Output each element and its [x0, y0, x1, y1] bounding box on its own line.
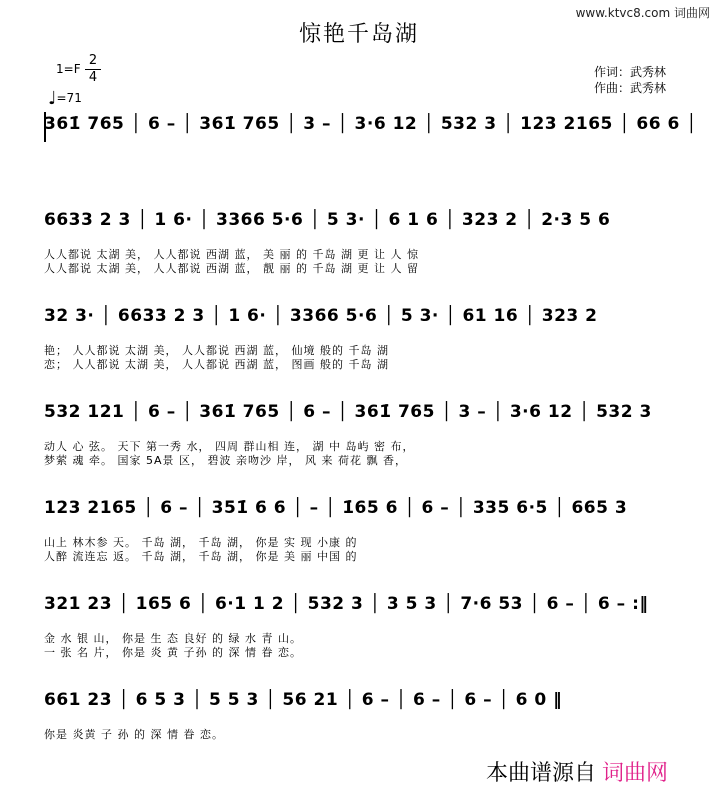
- notes-row-1: 361̇ 765 │ 6 – │ 361̇ 765 │ 3 – │ 3·6 12 │ 532 3 │ 123 2165 │ 66 6 │: [44, 114, 697, 134]
- time-signature: [85, 54, 101, 85]
- source-text: 本曲谱源自: [486, 761, 597, 786]
- lyric-row-4-verse-2: 梦萦 魂 牵。 国家 5A景 区， 碧波 亲吻沙 岸， 风 来 荷花 飘 香，: [44, 454, 407, 467]
- source-footer: [486, 756, 668, 787]
- score-row-5: [44, 498, 692, 568]
- meter-bottom: 4: [88, 70, 98, 85]
- lyricist: 作词：武秀林: [594, 65, 667, 79]
- score-row-4: [44, 402, 692, 472]
- lyric-row-3-verse-2: 恋； 人人都说 太湖 美， 人人都说 西湖 蓝， 图画 般的 千岛 湖: [44, 358, 389, 371]
- composer: 作曲：武秀林: [594, 81, 667, 95]
- tempo-value: =71: [56, 91, 82, 105]
- score-row-6: [44, 594, 692, 664]
- key-signature: 1=F: [56, 62, 81, 76]
- source-brand-link[interactable]: 词曲网: [602, 761, 669, 786]
- notes-row-2: 6633 2 3 │ 1 6· │ 3366 5·6 │ 5 3· │ 6 1 6 │ 323 2 │ 2·3 5 6: [44, 210, 611, 230]
- lyric-row-6-verse-2: 一 张 名 片， 你是 炎 黄 子孙 的 深 情 眷 恋。: [44, 646, 302, 659]
- lyric-row-5-verse-2: 人醉 流连忘 返。 千岛 湖， 千岛 湖， 你是 美 丽 中国 的: [44, 550, 358, 563]
- score-row-2: [44, 210, 692, 280]
- site-watermark: www.ktvc8.com 词曲网: [575, 6, 710, 20]
- score-row-7: [44, 690, 692, 746]
- quarter-note-icon: ♩: [48, 88, 57, 109]
- notes-row-7: 661 23 │ 6 5 3 │ 5 5 3 │ 56 21 │ 6 – │ 6 – │ 6 – │ 6 0 ‖: [44, 690, 563, 710]
- notes-row-3: 32 3· │ 6633 2 3 │ 1 6· │ 3366 5·6 │ 5 3· │ 61 16 │ 323 2: [44, 306, 598, 326]
- lyric-row-6-verse-1: 金 水 银 山， 你是 生 态 良好 的 绿 水 青 山。: [44, 632, 302, 645]
- score-row-3: [44, 306, 692, 376]
- lyric-row-2-verse-2: 人人都说 太湖 美， 人人都说 西湖 蓝， 靓 丽 的 千岛 湖 更 让 人 留: [44, 262, 419, 275]
- lyric-row-5-verse-1: 山上 林木参 天。 千岛 湖， 千岛 湖， 你是 实 现 小康 的: [44, 536, 358, 549]
- lyric-row-2-verse-1: 人人都说 太湖 美， 人人都说 西湖 蓝， 美 丽 的 千岛 湖 更 让 人 惊: [44, 248, 419, 261]
- meter-top: 2: [88, 53, 98, 68]
- song-title: 惊艳千岛湖: [298, 22, 419, 47]
- lyric-row-3-verse-1: 艳； 人人都说 太湖 美， 人人都说 西湖 蓝， 仙境 般的 千岛 湖: [44, 344, 389, 357]
- lyric-row-7-verse-1: 你是 炎黄 子 孙 的 深 情 眷 恋。: [44, 728, 224, 741]
- notes-row-4: 532 121 │ 6 – │ 361̇ 765 │ 6 – │ 361̇ 765 │ 3 – │ 3·6 12 │ 532 3: [44, 402, 652, 422]
- notes-row-6: 321 23 │ 165 6 │ 6·1 1 2 │ 532 3 │ 3 5 3 │ 7·6 53 │ 6 – │ 6 – :‖: [44, 594, 649, 614]
- score-row-1: [44, 114, 697, 144]
- lyric-row-4-verse-1: 动人 心 弦。 天下 第一秀 水， 四周 群山相 连， 湖 中 岛屿 密 布，: [44, 440, 415, 453]
- tempo-mark: [48, 88, 82, 109]
- notes-row-5: 123 2165 │ 6 – │ 351̇ 6 6 │ – │ 1̇65 6 │ 6 – │ 335 6·5 │ 665 3: [44, 498, 628, 518]
